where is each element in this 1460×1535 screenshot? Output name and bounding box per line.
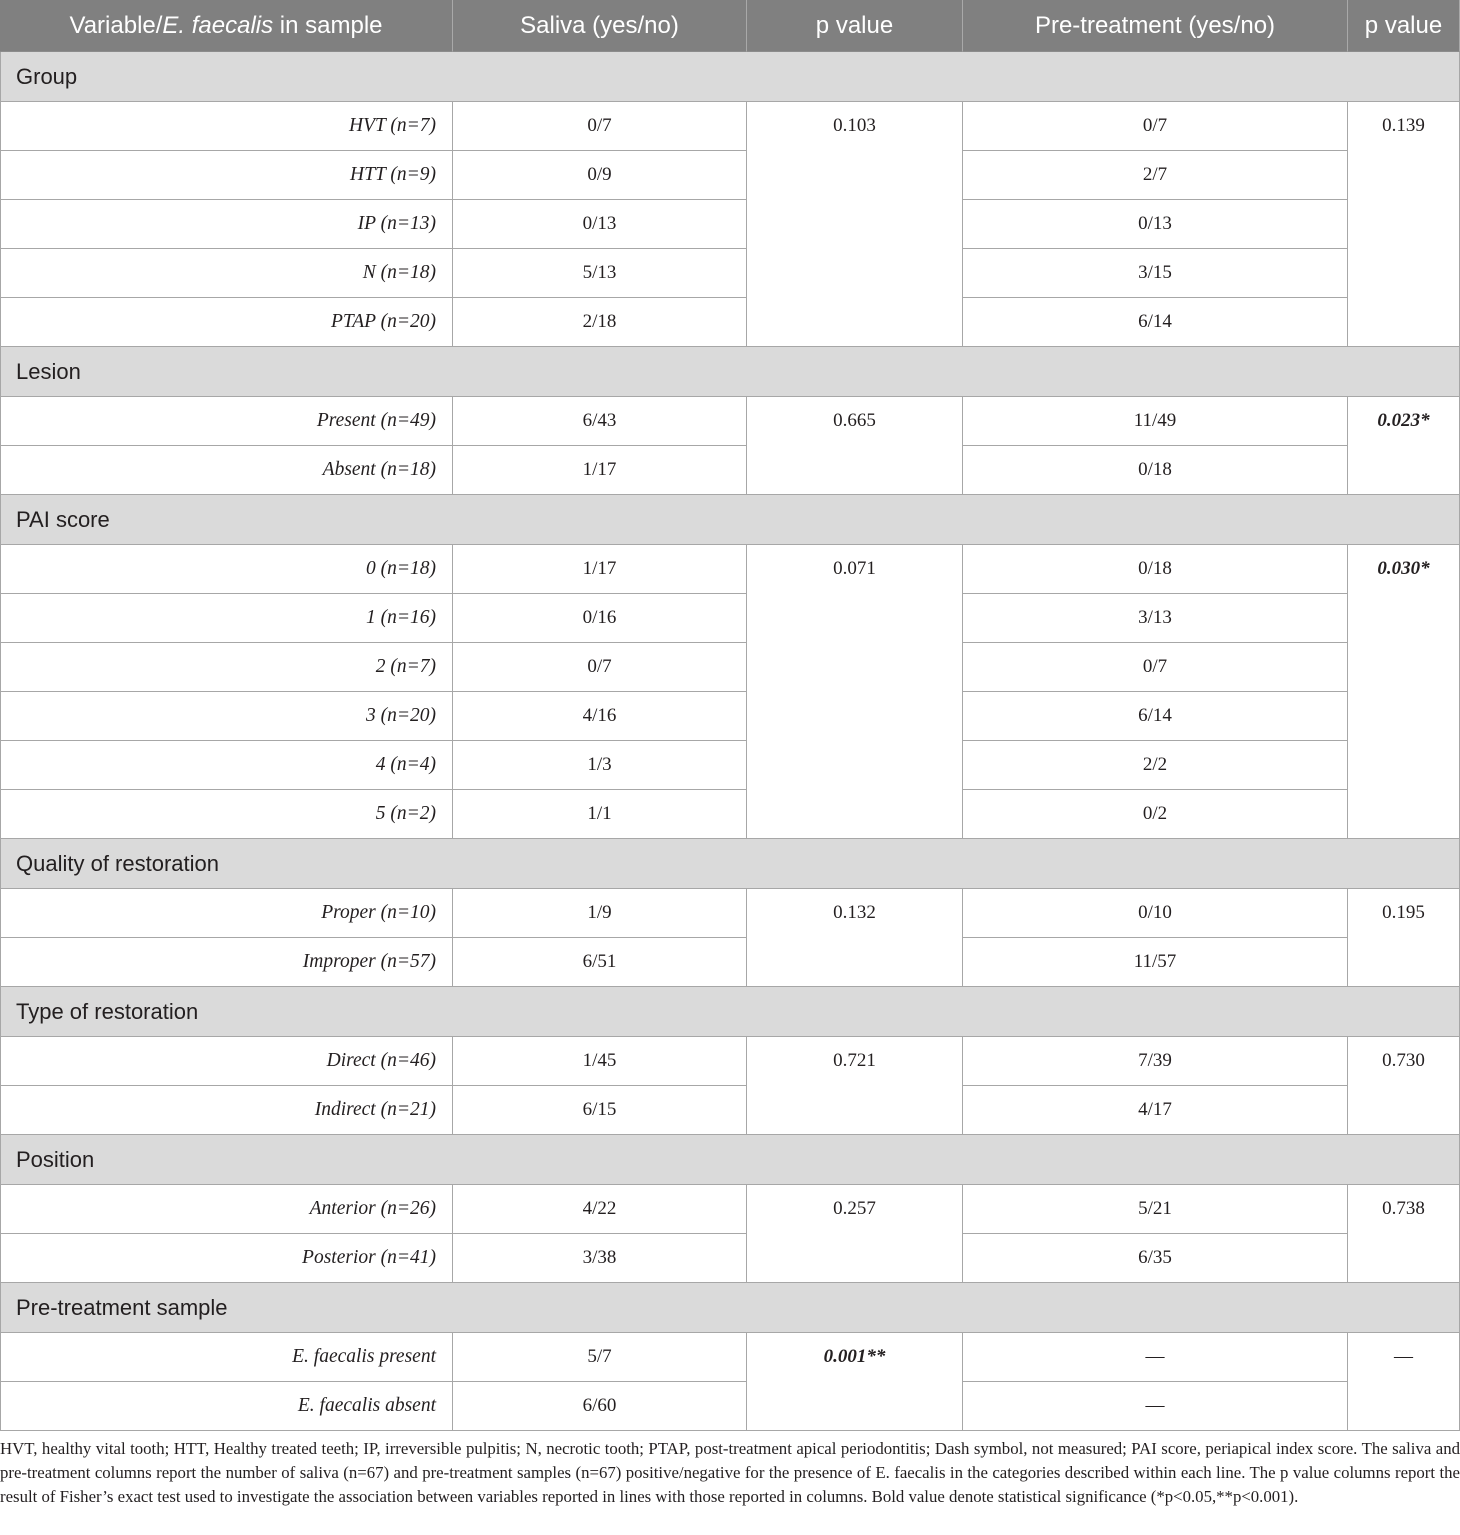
- row-label: Indirect (n=21): [0, 1086, 453, 1135]
- header-saliva: Saliva (yes/no): [453, 0, 747, 52]
- saliva-p-value: 0.071: [747, 545, 963, 839]
- saliva-count: 5/7: [453, 1333, 747, 1382]
- saliva-count: 1/17: [453, 446, 747, 495]
- saliva-count: 6/60: [453, 1382, 747, 1431]
- row-label: 1 (n=16): [0, 594, 453, 643]
- row-label: Absent (n=18): [0, 446, 453, 495]
- pretreatment-count: 3/15: [963, 249, 1348, 298]
- saliva-count: 0/7: [453, 102, 747, 151]
- row-label: Direct (n=46): [0, 1037, 453, 1086]
- pretreatment-count: 2/7: [963, 151, 1348, 200]
- section-header-type-of-restoration: Type of restoration: [0, 987, 1460, 1037]
- pretreatment-count: 11/57: [963, 938, 1348, 987]
- pretreatment-count: 11/49: [963, 397, 1348, 446]
- row-label: Improper (n=57): [0, 938, 453, 987]
- pretreatment-count: 0/13: [963, 200, 1348, 249]
- row-label: N (n=18): [0, 249, 453, 298]
- pretreatment-p-value: 0.139: [1348, 102, 1460, 347]
- saliva-count: 6/15: [453, 1086, 747, 1135]
- saliva-count: 4/16: [453, 692, 747, 741]
- saliva-count: 1/1: [453, 790, 747, 839]
- header-pretreatment-p-value: p value: [1348, 0, 1460, 52]
- saliva-count: 6/51: [453, 938, 747, 987]
- pretreatment-count: —: [963, 1382, 1348, 1431]
- row-label: 0 (n=18): [0, 545, 453, 594]
- header-variable-prefix: Variable/: [69, 11, 163, 39]
- pretreatment-count: 3/13: [963, 594, 1348, 643]
- row-label: 4 (n=4): [0, 741, 453, 790]
- section-header-position: Position: [0, 1135, 1460, 1185]
- pretreatment-p-value: 0.730: [1348, 1037, 1460, 1135]
- pretreatment-count: 6/14: [963, 692, 1348, 741]
- header-pretreatment: Pre-treatment (yes/no): [963, 0, 1348, 52]
- row-label: HVT (n=7): [0, 102, 453, 151]
- saliva-p-value: 0.721: [747, 1037, 963, 1135]
- pretreatment-p-value: 0.195: [1348, 889, 1460, 987]
- pretreatment-count: 0/10: [963, 889, 1348, 938]
- row-label: 5 (n=2): [0, 790, 453, 839]
- saliva-count: 0/13: [453, 200, 747, 249]
- row-label: HTT (n=9): [0, 151, 453, 200]
- saliva-count: 4/22: [453, 1185, 747, 1234]
- section-header-pre-treatment-sample: Pre-treatment sample: [0, 1283, 1460, 1333]
- saliva-p-value: 0.103: [747, 102, 963, 347]
- saliva-count: 1/17: [453, 545, 747, 594]
- row-label: 3 (n=20): [0, 692, 453, 741]
- saliva-count: 0/9: [453, 151, 747, 200]
- pretreatment-count: 7/39: [963, 1037, 1348, 1086]
- saliva-p-value: 0.665: [747, 397, 963, 495]
- pretreatment-count: 0/7: [963, 102, 1348, 151]
- row-label: Proper (n=10): [0, 889, 453, 938]
- saliva-count: 5/13: [453, 249, 747, 298]
- row-label: E. faecalis absent: [0, 1382, 453, 1431]
- pretreatment-count: 0/2: [963, 790, 1348, 839]
- row-label: Posterior (n=41): [0, 1234, 453, 1283]
- row-label: PTAP (n=20): [0, 298, 453, 347]
- pretreatment-p-value: 0.023*: [1348, 397, 1460, 495]
- pretreatment-count: 2/2: [963, 741, 1348, 790]
- saliva-count: 2/18: [453, 298, 747, 347]
- pretreatment-p-value: 0.738: [1348, 1185, 1460, 1283]
- saliva-count: 3/38: [453, 1234, 747, 1283]
- row-label: Anterior (n=26): [0, 1185, 453, 1234]
- saliva-count: 1/9: [453, 889, 747, 938]
- pretreatment-count: 0/18: [963, 545, 1348, 594]
- row-label: IP (n=13): [0, 200, 453, 249]
- pretreatment-count: 6/14: [963, 298, 1348, 347]
- row-label: Present (n=49): [0, 397, 453, 446]
- header-variable: [0, 0, 453, 52]
- pretreatment-count: 4/17: [963, 1086, 1348, 1135]
- saliva-count: 0/7: [453, 643, 747, 692]
- pretreatment-count: 5/21: [963, 1185, 1348, 1234]
- pretreatment-count: 0/7: [963, 643, 1348, 692]
- header-saliva-p-value: p value: [747, 0, 963, 52]
- saliva-p-value: 0.001**: [747, 1333, 963, 1431]
- row-label: E. faecalis present: [0, 1333, 453, 1382]
- table-footnote: HVT, healthy vital tooth; HTT, Healthy treated teeth; IP, irreversible pulpitis; N, necrotic tooth; PTAP, post-treatment apical periodontitis; Dash symbol, not measured; PAI score, periapical index score. The saliva and pre-treatment columns report the number of saliva (n=67) and pre-treatment samples (n=67) positive/negative for the presence of E. faecalis in the categories described within each line. The p value columns report the result of Fisher’s exact test used to investigate the association between variables reported in lines with those reported in columns. Bold value denote statistical significance (*p<0.05,**p<0.001).: [0, 1439, 1460, 1506]
- saliva-count: 6/43: [453, 397, 747, 446]
- section-header-pai-score: PAI score: [0, 495, 1460, 545]
- saliva-count: 1/3: [453, 741, 747, 790]
- section-header-quality-of-restoration: Quality of restoration: [0, 839, 1460, 889]
- section-header-lesion: Lesion: [0, 347, 1460, 397]
- saliva-count: 1/45: [453, 1037, 747, 1086]
- section-header-group: Group: [0, 52, 1460, 102]
- pretreatment-count: 0/18: [963, 446, 1348, 495]
- pretreatment-p-value: —: [1348, 1333, 1460, 1431]
- header-variable-text: [69, 12, 382, 40]
- header-variable-suffix: in sample: [273, 11, 383, 39]
- row-label: 2 (n=7): [0, 643, 453, 692]
- pretreatment-count: —: [963, 1333, 1348, 1382]
- header-variable-species: E. faecalis: [162, 11, 274, 39]
- saliva-count: 0/16: [453, 594, 747, 643]
- saliva-p-value: 0.257: [747, 1185, 963, 1283]
- pretreatment-count: 6/35: [963, 1234, 1348, 1283]
- saliva-p-value: 0.132: [747, 889, 963, 987]
- pretreatment-p-value: 0.030*: [1348, 545, 1460, 839]
